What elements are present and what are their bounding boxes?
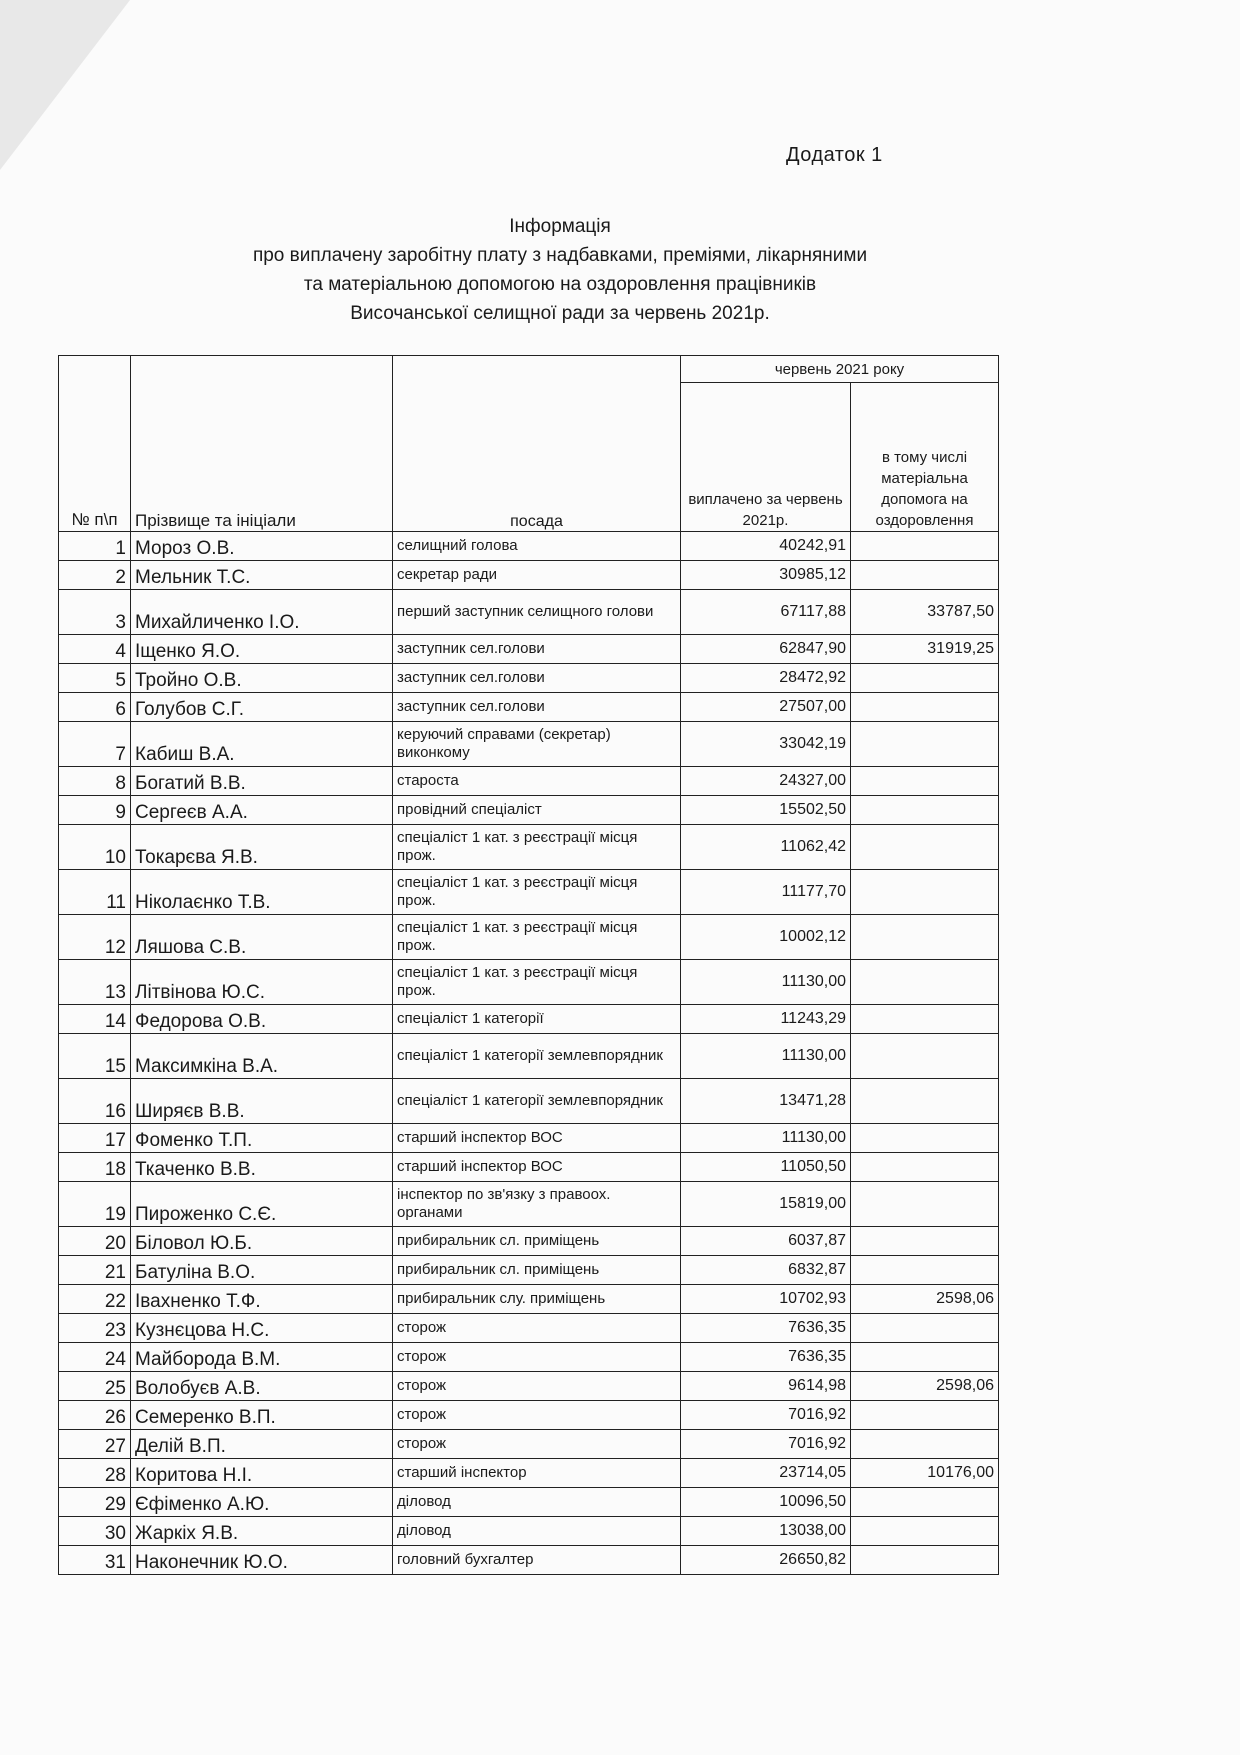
health-aid-amount — [851, 1034, 999, 1079]
health-aid-amount: 31919,25 — [851, 635, 999, 664]
table-row — [59, 1343, 999, 1372]
table-row — [59, 722, 999, 767]
health-aid-amount — [851, 722, 999, 767]
row-number: 9 — [59, 796, 131, 825]
table-row — [59, 1285, 999, 1314]
amount-paid: 30985,12 — [681, 561, 851, 590]
employee-name: Делій В.П. — [131, 1430, 393, 1459]
row-number: 23 — [59, 1314, 131, 1343]
row-number: 19 — [59, 1182, 131, 1227]
employee-name: Максимкіна В.А. — [131, 1034, 393, 1079]
amount-paid: 11177,70 — [681, 870, 851, 915]
table-body — [59, 532, 999, 1575]
amount-paid: 13038,00 — [681, 1517, 851, 1546]
column-header-number: № п\п — [59, 356, 131, 532]
amount-paid: 9614,98 — [681, 1372, 851, 1401]
table-row — [59, 532, 999, 561]
health-aid-amount — [851, 1488, 999, 1517]
employee-name: Пироженко С.Є. — [131, 1182, 393, 1227]
table-row — [59, 960, 999, 1005]
health-aid-amount: 33787,50 — [851, 590, 999, 635]
employee-name: Семеренко В.П. — [131, 1401, 393, 1430]
employee-name: Ширяєв В.В. — [131, 1079, 393, 1124]
row-number: 11 — [59, 870, 131, 915]
amount-paid: 40242,91 — [681, 532, 851, 561]
table-row — [59, 1079, 999, 1124]
amount-paid: 28472,92 — [681, 664, 851, 693]
employee-name: Батуліна В.О. — [131, 1256, 393, 1285]
health-aid-amount — [851, 825, 999, 870]
employee-position: спеціаліст 1 категорії землевпорядник — [393, 1034, 681, 1079]
employee-name: Жаркіх Я.В. — [131, 1517, 393, 1546]
health-aid-amount — [851, 1079, 999, 1124]
title-line: Інформація — [509, 216, 611, 237]
amount-paid: 11130,00 — [681, 1124, 851, 1153]
employee-position: діловод — [393, 1517, 681, 1546]
table-row — [59, 796, 999, 825]
amount-paid: 10002,12 — [681, 915, 851, 960]
amount-paid: 33042,19 — [681, 722, 851, 767]
employee-name: Богатий В.В. — [131, 767, 393, 796]
employee-name: Ніколаєнко Т.В. — [131, 870, 393, 915]
document-title — [150, 212, 970, 328]
row-number: 18 — [59, 1153, 131, 1182]
employee-position: селищний голова — [393, 532, 681, 561]
amount-paid: 11130,00 — [681, 960, 851, 1005]
health-aid-amount — [851, 664, 999, 693]
row-number: 6 — [59, 693, 131, 722]
row-number: 20 — [59, 1227, 131, 1256]
employee-name: Кузнєцова Н.С. — [131, 1314, 393, 1343]
table-row — [59, 1005, 999, 1034]
employee-name: Літвінова Ю.С. — [131, 960, 393, 1005]
table-row — [59, 1459, 999, 1488]
health-aid-amount — [851, 1005, 999, 1034]
employee-name: Сергеєв А.А. — [131, 796, 393, 825]
column-header-name: Прізвище та ініціали — [131, 356, 393, 532]
employee-position: заступник сел.голови — [393, 664, 681, 693]
table-row — [59, 1546, 999, 1575]
row-number: 2 — [59, 561, 131, 590]
amount-paid: 24327,00 — [681, 767, 851, 796]
employee-position: спеціаліст 1 категорії — [393, 1005, 681, 1034]
row-number: 15 — [59, 1034, 131, 1079]
amount-paid: 26650,82 — [681, 1546, 851, 1575]
employee-position: сторож — [393, 1314, 681, 1343]
health-aid-amount — [851, 1124, 999, 1153]
employee-name: Біловол Ю.Б. — [131, 1227, 393, 1256]
amount-paid: 13471,28 — [681, 1079, 851, 1124]
row-number: 4 — [59, 635, 131, 664]
employee-position: прибиральник слу. приміщень — [393, 1285, 681, 1314]
employee-position: прибиральник сл. приміщень — [393, 1256, 681, 1285]
employee-name: Ткаченко В.В. — [131, 1153, 393, 1182]
title-line: та матеріальною допомогою на оздоровлення працівників — [303, 274, 817, 295]
employee-position: спеціаліст 1 кат. з реєстрації місця прож. — [393, 870, 681, 915]
row-number: 10 — [59, 825, 131, 870]
table-row — [59, 561, 999, 590]
amount-paid: 10702,93 — [681, 1285, 851, 1314]
employee-position: старший інспектор — [393, 1459, 681, 1488]
employee-position: сторож — [393, 1372, 681, 1401]
table-row — [59, 1488, 999, 1517]
employee-position: староста — [393, 767, 681, 796]
amount-paid: 23714,05 — [681, 1459, 851, 1488]
employee-position: сторож — [393, 1430, 681, 1459]
amount-paid: 7636,35 — [681, 1314, 851, 1343]
table-row — [59, 1314, 999, 1343]
employee-name: Майборода В.М. — [131, 1343, 393, 1372]
employee-name: Мельник Т.С. — [131, 561, 393, 590]
employee-position: інспектор по зв'язку з правоох. органами — [393, 1182, 681, 1227]
employee-position: старший інспектор ВОС — [393, 1153, 681, 1182]
employee-name: Івахненко Т.Ф. — [131, 1285, 393, 1314]
employee-name: Михайличенко І.О. — [131, 590, 393, 635]
table-row — [59, 825, 999, 870]
health-aid-amount — [851, 796, 999, 825]
amount-paid: 6832,87 — [681, 1256, 851, 1285]
employee-name: Токарєва Я.В. — [131, 825, 393, 870]
employee-position: заступник сел.голови — [393, 693, 681, 722]
row-number: 25 — [59, 1372, 131, 1401]
health-aid-amount — [851, 870, 999, 915]
column-header-period: червень 2021 року — [681, 356, 999, 383]
amount-paid: 15502,50 — [681, 796, 851, 825]
appendix-label: Додаток 1 — [786, 144, 883, 166]
health-aid-amount — [851, 1401, 999, 1430]
employee-name: Голубов С.Г. — [131, 693, 393, 722]
amount-paid: 6037,87 — [681, 1227, 851, 1256]
health-aid-amount — [851, 1314, 999, 1343]
row-number: 22 — [59, 1285, 131, 1314]
employee-name: Тройно О.В. — [131, 664, 393, 693]
row-number: 7 — [59, 722, 131, 767]
employee-name: Наконечник Ю.О. — [131, 1546, 393, 1575]
employee-position: сторож — [393, 1401, 681, 1430]
table-row — [59, 590, 999, 635]
employee-position: головний бухгалтер — [393, 1546, 681, 1575]
column-header-aid: в тому числі матеріальна допомога на оздоровлення — [851, 383, 999, 532]
employee-name: Федорова О.В. — [131, 1005, 393, 1034]
row-number: 17 — [59, 1124, 131, 1153]
health-aid-amount — [851, 767, 999, 796]
employee-position: старший інспектор ВОС — [393, 1124, 681, 1153]
row-number: 31 — [59, 1546, 131, 1575]
table-row — [59, 1034, 999, 1079]
health-aid-amount — [851, 1546, 999, 1575]
title-line: Височанської селищної ради за червень 2021р. — [350, 303, 770, 324]
row-number: 1 — [59, 532, 131, 561]
employee-position: прибиральник сл. приміщень — [393, 1227, 681, 1256]
employee-position: провідний спеціаліст — [393, 796, 681, 825]
row-number: 30 — [59, 1517, 131, 1546]
employee-name: Мороз О.В. — [131, 532, 393, 561]
employee-position: спеціаліст 1 категорії землевпорядник — [393, 1079, 681, 1124]
amount-paid: 11050,50 — [681, 1153, 851, 1182]
amount-paid: 7016,92 — [681, 1430, 851, 1459]
employee-name: Коритова Н.І. — [131, 1459, 393, 1488]
health-aid-amount — [851, 1256, 999, 1285]
employee-position: сторож — [393, 1343, 681, 1372]
table-row — [59, 767, 999, 796]
health-aid-amount — [851, 1182, 999, 1227]
table-row — [59, 1256, 999, 1285]
row-number: 26 — [59, 1401, 131, 1430]
row-number: 13 — [59, 960, 131, 1005]
row-number: 3 — [59, 590, 131, 635]
health-aid-amount — [851, 1153, 999, 1182]
table-row — [59, 1227, 999, 1256]
table-row — [59, 635, 999, 664]
table-row — [59, 1153, 999, 1182]
title-line: про виплачену заробітну плату з надбавками, преміями, лікарняними — [252, 245, 868, 266]
employee-position: спеціаліст 1 кат. з реєстрації місця прож. — [393, 960, 681, 1005]
table-row — [59, 1124, 999, 1153]
salary-table — [58, 355, 999, 1575]
row-number: 14 — [59, 1005, 131, 1034]
health-aid-amount — [851, 1343, 999, 1372]
row-number: 24 — [59, 1343, 131, 1372]
table-row — [59, 1182, 999, 1227]
health-aid-amount: 2598,06 — [851, 1372, 999, 1401]
health-aid-amount: 2598,06 — [851, 1285, 999, 1314]
employee-name: Єфіменко А.Ю. — [131, 1488, 393, 1517]
health-aid-amount: 10176,00 — [851, 1459, 999, 1488]
employee-position: секретар ради — [393, 561, 681, 590]
employee-position: заступник сел.голови — [393, 635, 681, 664]
health-aid-amount — [851, 1227, 999, 1256]
employee-name: Ляшова С.В. — [131, 915, 393, 960]
amount-paid: 7016,92 — [681, 1401, 851, 1430]
column-header-paid: виплачено за червень 2021р. — [681, 383, 851, 532]
employee-name: Іщенко Я.О. — [131, 635, 393, 664]
amount-paid: 15819,00 — [681, 1182, 851, 1227]
amount-paid: 11062,42 — [681, 825, 851, 870]
table-row — [59, 1517, 999, 1546]
health-aid-amount — [851, 915, 999, 960]
employee-name: Волобуєв А.В. — [131, 1372, 393, 1401]
amount-paid: 11243,29 — [681, 1005, 851, 1034]
employee-name: Фоменко Т.П. — [131, 1124, 393, 1153]
table-row — [59, 1430, 999, 1459]
table-row — [59, 870, 999, 915]
amount-paid: 62847,90 — [681, 635, 851, 664]
employee-position: спеціаліст 1 кат. з реєстрації місця прож. — [393, 825, 681, 870]
amount-paid: 7636,35 — [681, 1343, 851, 1372]
amount-paid: 10096,50 — [681, 1488, 851, 1517]
health-aid-amount — [851, 561, 999, 590]
row-number: 16 — [59, 1079, 131, 1124]
row-number: 8 — [59, 767, 131, 796]
row-number: 12 — [59, 915, 131, 960]
row-number: 5 — [59, 664, 131, 693]
amount-paid: 27507,00 — [681, 693, 851, 722]
amount-paid: 11130,00 — [681, 1034, 851, 1079]
employee-position: керуючий справами (секретар) виконкому — [393, 722, 681, 767]
health-aid-amount — [851, 1517, 999, 1546]
table-row — [59, 1401, 999, 1430]
employee-position: діловод — [393, 1488, 681, 1517]
table-row — [59, 915, 999, 960]
table-row — [59, 1372, 999, 1401]
amount-paid: 67117,88 — [681, 590, 851, 635]
table-row — [59, 664, 999, 693]
employee-position: спеціаліст 1 кат. з реєстрації місця прож. — [393, 915, 681, 960]
row-number: 28 — [59, 1459, 131, 1488]
table-row — [59, 693, 999, 722]
employee-name: Кабиш В.А. — [131, 722, 393, 767]
row-number: 29 — [59, 1488, 131, 1517]
page-fold-shadow — [0, 0, 130, 170]
health-aid-amount — [851, 693, 999, 722]
column-header-position: посада — [393, 356, 681, 532]
employee-position: перший заступник селищного голови — [393, 590, 681, 635]
health-aid-amount — [851, 1430, 999, 1459]
health-aid-amount — [851, 960, 999, 1005]
row-number: 21 — [59, 1256, 131, 1285]
row-number: 27 — [59, 1430, 131, 1459]
health-aid-amount — [851, 532, 999, 561]
